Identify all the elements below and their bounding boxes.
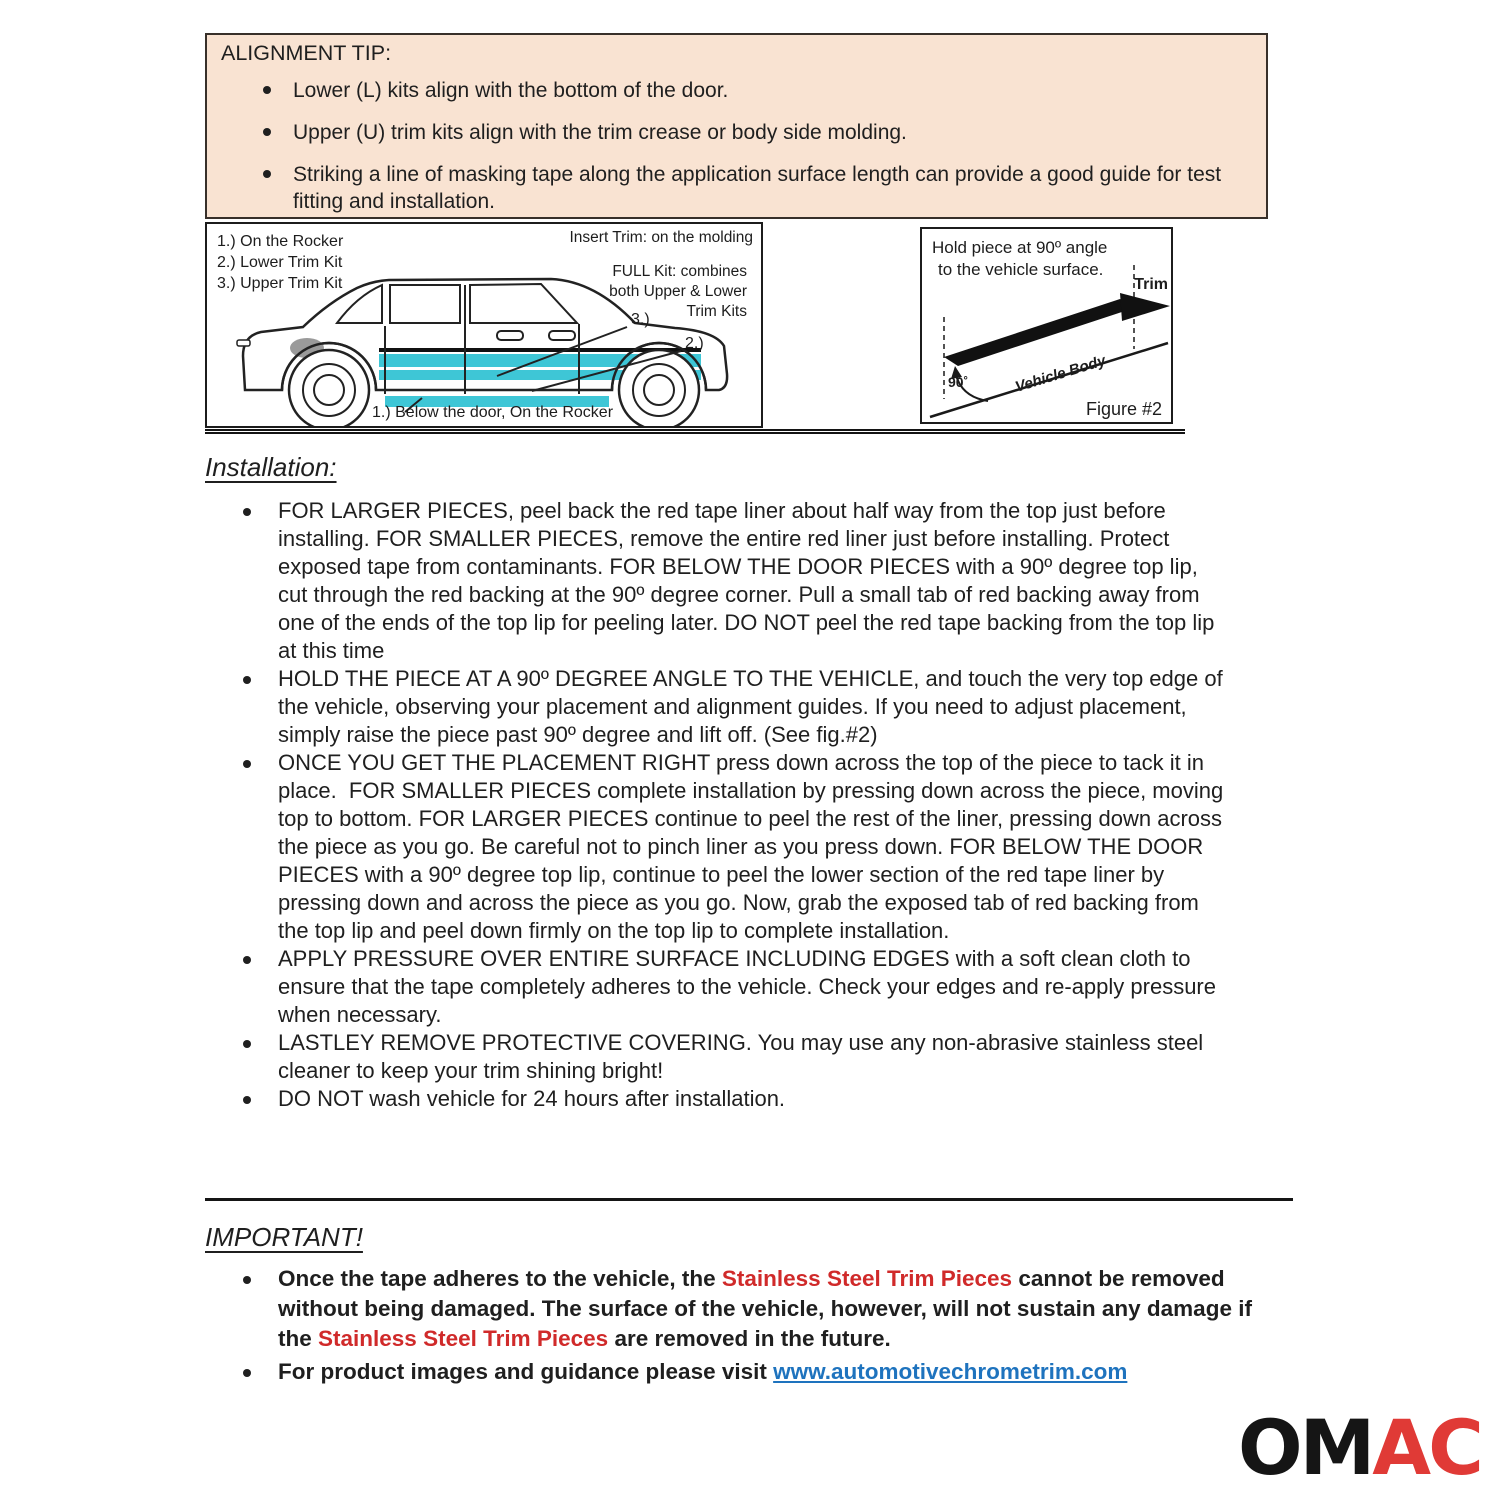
tip-bullet: Upper (U) trim kits align with the trim crease or body side molding. bbox=[207, 119, 1247, 146]
callout-3-label: 3.) bbox=[631, 311, 650, 328]
full-kit-label: both Upper & Lower bbox=[609, 283, 747, 300]
car-legend-line: 2.) Lower Trim Kit bbox=[217, 254, 343, 271]
important-text: Once the tape adheres to the vehicle, the bbox=[278, 1266, 722, 1291]
trim-piece bbox=[944, 299, 1134, 366]
angle-diagram-drawing bbox=[922, 229, 1171, 422]
rear-door-window bbox=[390, 285, 460, 323]
tip-bullet: Striking a line of masking tape along the application surface length can provide a good guide for test fitting and installation. bbox=[207, 161, 1247, 215]
installation-step: ONCE YOU GET THE PLACEMENT RIGHT press down across the top of the piece to tack it in place. FOR SMALLER PIECES complete installation by pressing down across the piece, moving top to bottom. FOR LARGER PIECES continue to peel the rest of the liner, pressing down across the piece as you go. Be careful not to pinch liner as you press down. FOR BELOW THE DOOR PIECES with a 90º degree top lip, continue to peel the lower section of the red tape liner by pressing down and across the piece as you go. Now, grab the exposed tab of red backing from the top lip and peel down firmly on the top lip to complete installation. bbox=[233, 749, 1233, 945]
front-wheel-hub bbox=[644, 375, 674, 405]
installation-step: DO NOT wash vehicle for 24 hours after installation. bbox=[233, 1085, 1233, 1113]
car-legend-line: 3.) Upper Trim Kit bbox=[217, 275, 343, 292]
installation-step: FOR LARGER PIECES, peel back the red tape liner about half way from the top just before installing. FOR SMALLER PIECES, remove the entire red liner just before installing. Protect exposed tape from contaminants. FOR BELOW THE DOOR PIECES with a 90º degree top lip, cut through the red backing at the 90º degree corner. Pull a small tab of red backing away from one of the ends of the top lip for peeling later. DO NOT peel the red tape backing from the top lip at this time bbox=[233, 497, 1233, 665]
installation-heading: Installation: bbox=[205, 452, 337, 482]
section-divider bbox=[205, 1198, 1293, 1201]
installation-step: LASTLEY REMOVE PROTECTIVE COVERING. You may use any non-abrasive stainless steel cleaner to keep your trim shining bright! bbox=[233, 1029, 1233, 1085]
angle-degree-label: 90˚ bbox=[948, 374, 969, 390]
door-handle bbox=[549, 331, 575, 340]
omac-logo bbox=[1238, 1398, 1488, 1499]
car-trim-figure bbox=[205, 222, 763, 428]
alignment-tip-box bbox=[205, 33, 1268, 219]
full-kit-label: FULL Kit: combines bbox=[612, 263, 747, 280]
callout-2-label: 2.) bbox=[685, 335, 704, 352]
important-text: cannot be removed without being damaged. The surface of the vehicle, however, will not sustain any damage if the bbox=[278, 1266, 1259, 1351]
angle-caption-line: Hold piece at 90º angle bbox=[932, 238, 1108, 257]
figure-number-label: Figure #2 bbox=[1085, 399, 1162, 419]
installation-step: HOLD THE PIECE AT A 90º DEGREE ANGLE TO THE VEHICLE, and touch the very top edge of the vehicle, observing your placement and alignment guides. If you need to adjust placement, simply raise the piece past 90º degree and lift off. (See fig.#2) bbox=[233, 665, 1233, 749]
callout-1-label: 1.) Below the door, On the Rocker bbox=[372, 404, 614, 421]
website-link[interactable]: www.automotivechrometrim.com bbox=[773, 1359, 1128, 1384]
trunk-detail bbox=[237, 340, 250, 346]
important-text: For product images and guidance please visit bbox=[278, 1359, 774, 1384]
installation-step: APPLY PRESSURE OVER ENTIRE SURFACE INCLUDING EDGES with a soft clean cloth to ensure that the tape completely adheres to the vehicle. Check your edges and re-apply pressure when necessary. bbox=[233, 945, 1233, 1029]
rear-wheel-hub bbox=[314, 375, 344, 405]
insert-trim-label: Insert Trim: on the molding bbox=[569, 229, 753, 246]
important-list bbox=[233, 1264, 1263, 1390]
omac-logo-graphic bbox=[1238, 1398, 1488, 1494]
svg-text:OMAC bbox=[1238, 1403, 1481, 1492]
angle-figure-box bbox=[920, 227, 1173, 424]
door-handle bbox=[497, 331, 523, 340]
alignment-tip-list bbox=[207, 77, 1247, 230]
alignment-tip-title: ALIGNMENT TIP: bbox=[221, 41, 392, 65]
important-heading: IMPORTANT! bbox=[205, 1222, 363, 1252]
figures-bottom-rule bbox=[205, 429, 1185, 434]
tip-bullet: Lower (L) kits align with the bottom of the door. bbox=[207, 77, 1247, 104]
trim-piece-tip bbox=[1120, 293, 1170, 321]
logo-black-letters: OM bbox=[1238, 1403, 1373, 1492]
trim-pieces-highlight: Stainless Steel Trim Pieces bbox=[721, 1266, 1013, 1291]
trim-pieces-highlight: Stainless Steel Trim Pieces bbox=[318, 1326, 609, 1351]
angle-caption-line: to the vehicle surface. bbox=[938, 260, 1104, 279]
vehicle-body-label: Vehicle Body bbox=[1013, 352, 1108, 396]
trim-label: Trim bbox=[1134, 276, 1168, 293]
logo-red-letters: AC bbox=[1372, 1403, 1481, 1492]
car-diagram-drawing bbox=[207, 224, 761, 426]
full-kit-label: Trim Kits bbox=[686, 303, 747, 320]
car-legend-line: 1.) On the Rocker bbox=[217, 233, 344, 250]
important-note bbox=[233, 1357, 1263, 1387]
important-text: are removed in the future. bbox=[608, 1326, 891, 1351]
installation-list bbox=[233, 497, 1233, 1113]
important-note bbox=[233, 1264, 1263, 1354]
